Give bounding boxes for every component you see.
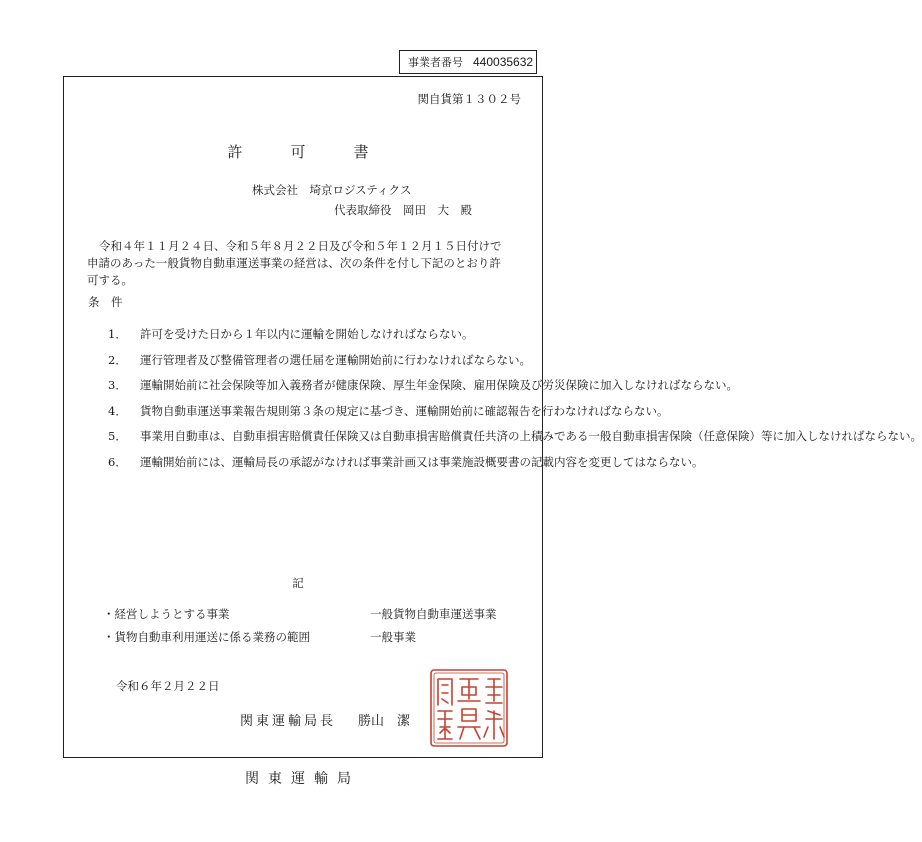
condition-item [108,428,922,446]
business-item-value: 一般事業 [370,630,416,644]
condition-item [108,403,669,421]
condition-number: 4． [108,403,127,418]
condition-text: 許可を受けた日から１年以内に運輸を開始しなければならない。 [140,327,474,341]
official-seal-stamp [428,667,510,749]
business-item [103,629,518,645]
condition-number: 1． [108,327,127,341]
registration-label: 事業者番号 [408,56,463,69]
condition-text: 事業用自動車は、自動車損害賠償責任保険又は自動車損害賠償責任共済の上積みである一般自動車損害保険（任意保険）等に加入しなければならない。 [140,429,922,443]
condition-number: 5． [108,429,127,443]
issuer-title: 関東運輸局長 [240,714,337,729]
condition-text: 運行管理者及び整備管理者の選任届を運輸開始前に行わなければならない。 [140,352,531,367]
intro-paragraph: 令和４年１１月２４日、令和５年８月２２日及び令和５年１２月１５日付けで申請のあった一般貨物自動車運送事業の経営は、次の条件を付し下記のとおり許可する。 [87,239,502,287]
condition-item [108,326,518,344]
registration-number: 440035632 [473,55,534,69]
ki-heading: 記 [292,576,304,590]
condition-item [108,377,738,395]
business-item-label: ・経営しようとする事業 [103,607,230,621]
addressee-company: 株式会社 埼京ロジスティクス [252,183,412,197]
condition-text: 運輸開始前に社会保険等加入義務者が健康保険、厚生年金保険、雇用保険及び労災保険に加入しなければならない。 [140,378,738,392]
condition-number: 6． [108,454,127,469]
condition-item [108,352,531,370]
business-item [103,606,518,622]
condition-number: 2． [108,352,127,367]
condition-number: 3． [108,378,127,392]
issuer-signature [240,710,410,729]
registration-number-box [399,50,537,74]
issue-date: 令和６年２月２２日 [116,679,220,693]
issuer-name: 勝山 潔 [358,714,411,729]
addressee-representative: 代表取締役 岡田 大 殿 [334,203,472,217]
business-item-label: ・貨物自動車利用運送に係る業務の範囲 [103,630,310,644]
condition-text: 貨物自動車運送事業報告規則第３条の規定に基づき、運輸開始前に確認報告を行わなければならない。 [140,403,669,418]
conditions-list [108,326,922,479]
document-title: 許可書 [227,143,417,161]
condition-text: 運輸開始前には、運輸局長の承認がなければ事業計画又は事業施設概要書の記載内容を変更してはならない。 [140,454,704,469]
condition-item [108,454,704,472]
footer-bureau-name: 関東運輸局 [245,771,360,787]
business-item-value: 一般貨物自動車運送事業 [370,607,497,621]
permit-number: 関自貨第１３０２号 [417,92,521,106]
conditions-heading: 条 件 [88,295,123,309]
